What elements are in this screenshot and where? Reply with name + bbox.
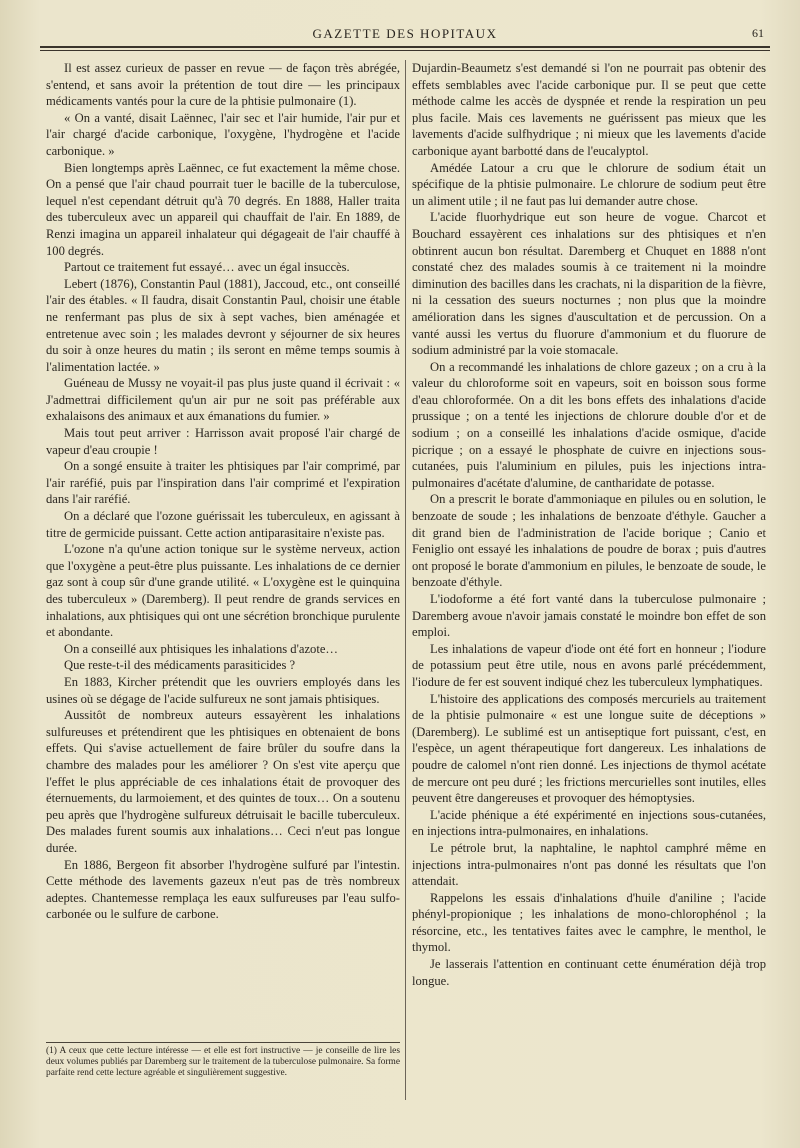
paragraph: L'iodoforme a été fort vanté dans la tuberculose pulmonaire ; Daremberg avoue n'avoir jamais constaté le moindre bon effet de son emploi. <box>412 592 766 640</box>
paragraph: On a déclaré que l'ozone guérissait les tuberculeux, en agissant à titre de germicide puissant. Cette action antiparasitaire n'existe pas. <box>46 509 400 540</box>
journal-title: GAZETTE DES HOPITAUX <box>312 26 498 41</box>
paragraph: Les inhalations de vapeur d'iode ont été fort en honneur ; l'iodure de potassium peut être utile, nous en avons parlé précédemment, l'iodure de fer est souvent indiqué chez les tuberculeux lymphatiques. <box>412 641 766 689</box>
right-column <box>412 60 766 989</box>
paragraph: On a songé ensuite à traiter les phtisiques par l'air comprimé, par l'air raréfié, puis par l'inspiration dans l'air comprimé et l'expiration dans l'air raréfié. <box>46 459 400 507</box>
footnote: (1) A ceux que cette lecture intéresse — et elle est fort instructive — je conseille de lire les deux volumes publiés par Daremberg sur le traitement de la tuberculose pulmonaire. Sa forme parfaite rend cette lecture agréable et singulièrement suggestive. <box>46 1046 400 1079</box>
footnote-rule <box>46 1042 400 1043</box>
paragraph: Je lasserais l'attention en continuant cette énumération déjà trop longue. <box>412 957 766 988</box>
paragraph: Rappelons les essais d'inhalations d'huile d'aniline ; l'acide phényl-propionique ; les inhalations de mono-chlorophénol ; la résorcine, etc., les tentatives faites avec le camphre, le menthol, le thymol. <box>412 890 766 955</box>
paragraph: Que reste-t-il des médicaments parasiticides ? <box>64 658 296 673</box>
paragraph: L'acide fluorhydrique eut son heure de vogue. Charcot et Bouchard essayèrent ces inhalations sur des phtisiques et n'en obtinrent aucun bon résultat. Daremberg et Chuquet en 1888 n'ont constaté chez des malades soumis à ce traitement ni la moindre diminution des bacilles dans les crachats, ni la disparition de la fièvre, ni la cessation des sueurs nocturnes ; non plus que la moindre amélioration dans les signes d'auscultation et de percussion. On a vanté aussi les vertus du fluorure d'ammonium et du fluorure de sodium administré par la voie stomacale. <box>412 210 766 358</box>
paragraph: L'acide phénique a été expérimenté en injections sous-cutanées, en injections intra-pulmonaires, en inhalations. <box>412 807 766 839</box>
paragraph: L'ozone n'a qu'une action tonique sur le système nerveux, action que l'oxygène a peut-être plus puissante. Les inhalations de ce dernier gaz sont à coup sûr d'une grande utilité. « L'oxygène est le quinquina des tuberculeux » (Daremberg). Il peut rendre de grands services en inhalations, aux phtisiques qui ont une sécrétion bronchique purulente et abondante. <box>46 542 400 640</box>
paragraph: « On a vanté, disait Laënnec, l'air sec et l'air humide, l'air pur et l'air chargé d'acide carbonique, l'oxygène, l'hydrogène et l'acide carbonique. » <box>46 110 400 158</box>
paragraph: Bien longtemps après Laënnec, ce fut exactement la même chose. On a pensé que l'air chaud pourrait tuer le bacille de la tuberculose, lequel n'est cependant détruit qu'à 70 degrés. En 1888, Haller traita des tuberculeux avec un appareil qui chauffait de l'air. En 1889, de Renzi imagina un appareil inhalateur qui dégageait de l'air chauffé à 100 degrés. <box>46 160 400 258</box>
page-header <box>40 22 770 44</box>
paragraph: L'histoire des applications des composés mercuriels au traitement de la phtisie pulmonaire « est une longue suite de déceptions » (Daremberg). Le sublimé est un antiseptique fort puissant, c'est, en l'espèce, un agent thérapeutique fort dangereux. Les inhalations de poudre de calomel n'ont rien donné. Les injections de thymol acétate de mercure ont peu duré ; les frictions mercurielles sont inutiles, elles peuvent être dangereuses et provoquer des hémoptysies. <box>412 691 766 806</box>
paragraph: Amédée Latour a cru que le chlorure de sodium était un spécifique de la phtisie pulmonaire. Le chlorure de sodium peut être un aliment utile ; il ne faut pas lui demander autre chose. <box>412 160 766 208</box>
paragraph: On a conseillé aux phtisiques les inhalations d'azote… <box>64 641 339 656</box>
paragraph: Mais tout peut arriver : Harrisson avait proposé l'air chargé de vapeur d'eau croupie ! <box>46 426 400 457</box>
paragraph: On a recommandé les inhalations de chlore gazeux ; on a cru à la valeur du chloroforme soit en vapeurs, soit en boisson sous forme d'eau chloroformée. On a dit les bons effets des inhalations d'acide prussique ; on a tenté les injections de chlorure double d'or et de sodium ; on a conseillé les inhalations d'acide osmique, d'acide picrique ; on a essayé le phosphate de cuivre en injections sous-cutanées, puis l'aluminium en pilules, puis les injections intra-pulmonaires d'acétate d'alumine, de cantharidate de potasse. <box>412 359 766 490</box>
paragraph: On a prescrit le borate d'ammoniaque en pilules ou en solution, le benzoate de soude ; les inhalations de benzoate d'éthyle. Gaucher a dit grand bien de l'administration de l'acide borique ; Canio et Feniglio ont essayé les inhalations de poudre de borax ; puis d'autres ont proposé le borate d'ammonium en pilules, le benzoate de soude, le benzoate d'éthyle. <box>412 492 766 590</box>
paragraph: Il est assez curieux de passer en revue — de façon très abrégée, s'entend, et sans avoir la prétention de tout dire — les principaux médicaments vantés pour la cure de la phtisie pulmonaire (1). <box>46 61 400 109</box>
paragraph: Dujardin-Beaumetz s'est demandé si l'on ne pourrait pas obtenir des effets semblables avec l'acide carbonique pur. Il se peut que cette méthode calme les accès de dyspnée et rende la respiration un peu plus facile. Mais ces lavements ne guérissent pas mieux que les lavements d'acide sulfhydrique ; ni mieux que les lavements d'acide carbonique ayant barbotté dans de l'eucalyptol. <box>412 61 766 158</box>
paragraph: En 1883, Kircher prétendit que les ouvriers employés dans les usines où se dégage de l'acide sulfureux ne sont jamais phtisiques. <box>46 674 400 706</box>
page-number: 61 <box>752 26 764 40</box>
left-column <box>46 60 400 923</box>
header-rule-thin <box>40 50 770 51</box>
paragraph: Guéneau de Mussy ne voyait-il pas plus juste quand il écrivait : « J'admettrai difficilement qu'un air pur ne soit pas préférable aux exhalaisons des animaux et aux émanations du fumier. » <box>46 376 400 424</box>
paragraph: Le pétrole brut, la naphtaline, le naphtol camphré même en injections intra-pulmonaires n'ont pas donné les résultats que l'on attendait. <box>412 840 766 889</box>
paragraph: Lebert (1876), Constantin Paul (1881), Jaccoud, etc., ont conseillé l'air des étables. « Il faudra, disait Constantin Paul, choisir une étable ne renfermant pas plus de six à sept vaches, bien aménagée et entretenue avec soin ; les malades devront y séjourner de six heures du soir à onze heures du matin ; ils seront en même temps soumis à l'alimentation lactée. » <box>46 276 400 374</box>
header-rule-thick <box>40 46 770 48</box>
column-divider <box>405 60 406 1100</box>
paragraph: Aussitôt de nombreux auteurs essayèrent les inhalations sulfureuses et prétendirent que les phtisiques en obtenaient de bons effets. Qui s'avise actuellement de faire brûler du soufre dans la chambre des malades pour les améliorer ? On s'est vite aperçu que l'effet le plus appréciable de ces inhalations était de provoquer des éternuements, du larmoiement, et des quintes de toux… On a soutenu peu après que l'hydrogène sulfureux détruisait le bacille tuberculeux. Des malades furent soumis aux inhalations… Ceci n'eut pas longue durée. <box>46 708 400 855</box>
paragraph: Partout ce traitement fut essayé… avec un égal insuccès. <box>64 260 350 275</box>
paragraph: En 1886, Bergeon fit absorber l'hydrogène sulfuré par l'intestin. Cette méthode des lavements gazeux n'eut pas de très nombreux adeptes. Chantemesse remplaça les eaux sulfureuses par l'eau sulfo-carbonée ou le sulfure de carbone. <box>46 857 400 922</box>
